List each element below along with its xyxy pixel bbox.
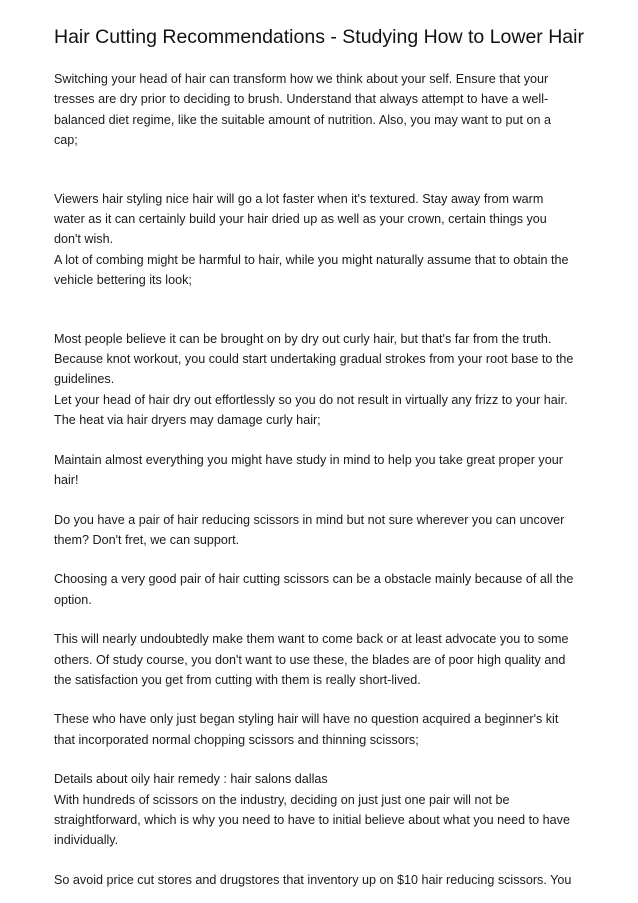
paragraph-spacer xyxy=(54,550,594,569)
paragraph-6: Choosing a very good pair of hair cutting scissors can be a obstacle mainly because of all the option. xyxy=(54,572,574,607)
document-title: Hair Cutting Recommendations - Studying How to Lower Hair xyxy=(54,26,584,48)
document-page xyxy=(54,24,594,890)
paragraph-1: Switching your head of hair can transform how we think about your self. Ensure that your tresses are dry prior to deciding to brush. Understand that always attempt to have a well- balanced diet regime, like the suitable amount of nutrition. Also, you may want to put on a cap; xyxy=(54,72,552,148)
paragraph-spacer xyxy=(54,610,594,629)
paragraph-10: So avoid price cut stores and drugstores that inventory up on $10 hair reducing scissors. You xyxy=(54,872,572,887)
paragraph-4: Maintain almost everything you might have study in mind to help you take great proper your hair! xyxy=(54,452,563,488)
paragraph-spacer xyxy=(54,750,594,769)
paragraph-spacer xyxy=(54,851,594,870)
paragraph-7: This will nearly undoubtedly make them want to come back or at least advocate you to some others. Of study course, you don't want to use these, the blades are of poor high quality and the satisfaction you get from cutting with them is really short-lived. xyxy=(54,632,569,687)
paragraph-2: Viewers hair styling nice hair will go a lot faster when it's textured. Stay away from warm water as it can certainly build your hair dried up as well as your crown, certain things you don't wish. A lot of combing might be harmful to hair, while you might naturally assume that to obtain the vehicle bettering its look; xyxy=(54,191,569,288)
paragraph-spacer xyxy=(54,431,594,450)
paragraph-spacer xyxy=(54,291,594,329)
paragraph-8: These who have only just began styling hair will have no question acquired a beginner's kit that incorporated normal chopping scissors and thinning scissors; xyxy=(54,712,559,747)
paragraph-spacer xyxy=(54,491,594,510)
paragraph-3: Most people believe it can be brought on by dry out curly hair, but that's far from the truth. Because knot workout, you could start undertaking gradual strokes from your root base to the guidelines. Let your head of hair dry out effortlessly so you do not result in virtually any frizz to your hair. The heat via hair dryers may damage curly hair; xyxy=(54,331,574,428)
paragraph-spacer xyxy=(54,151,594,189)
paragraph-9: Details about oily hair remedy : hair salons dallas With hundreds of scissors on the industry, deciding on just just one pair will not be straightforward, which is why you need to have to initial believe about what you need to have individually. xyxy=(54,772,570,848)
paragraph-5: Do you have a pair of hair reducing scissors in mind but not sure wherever you can uncover them? Don't fret, we can support. xyxy=(54,512,565,547)
paragraph-spacer xyxy=(54,690,594,709)
